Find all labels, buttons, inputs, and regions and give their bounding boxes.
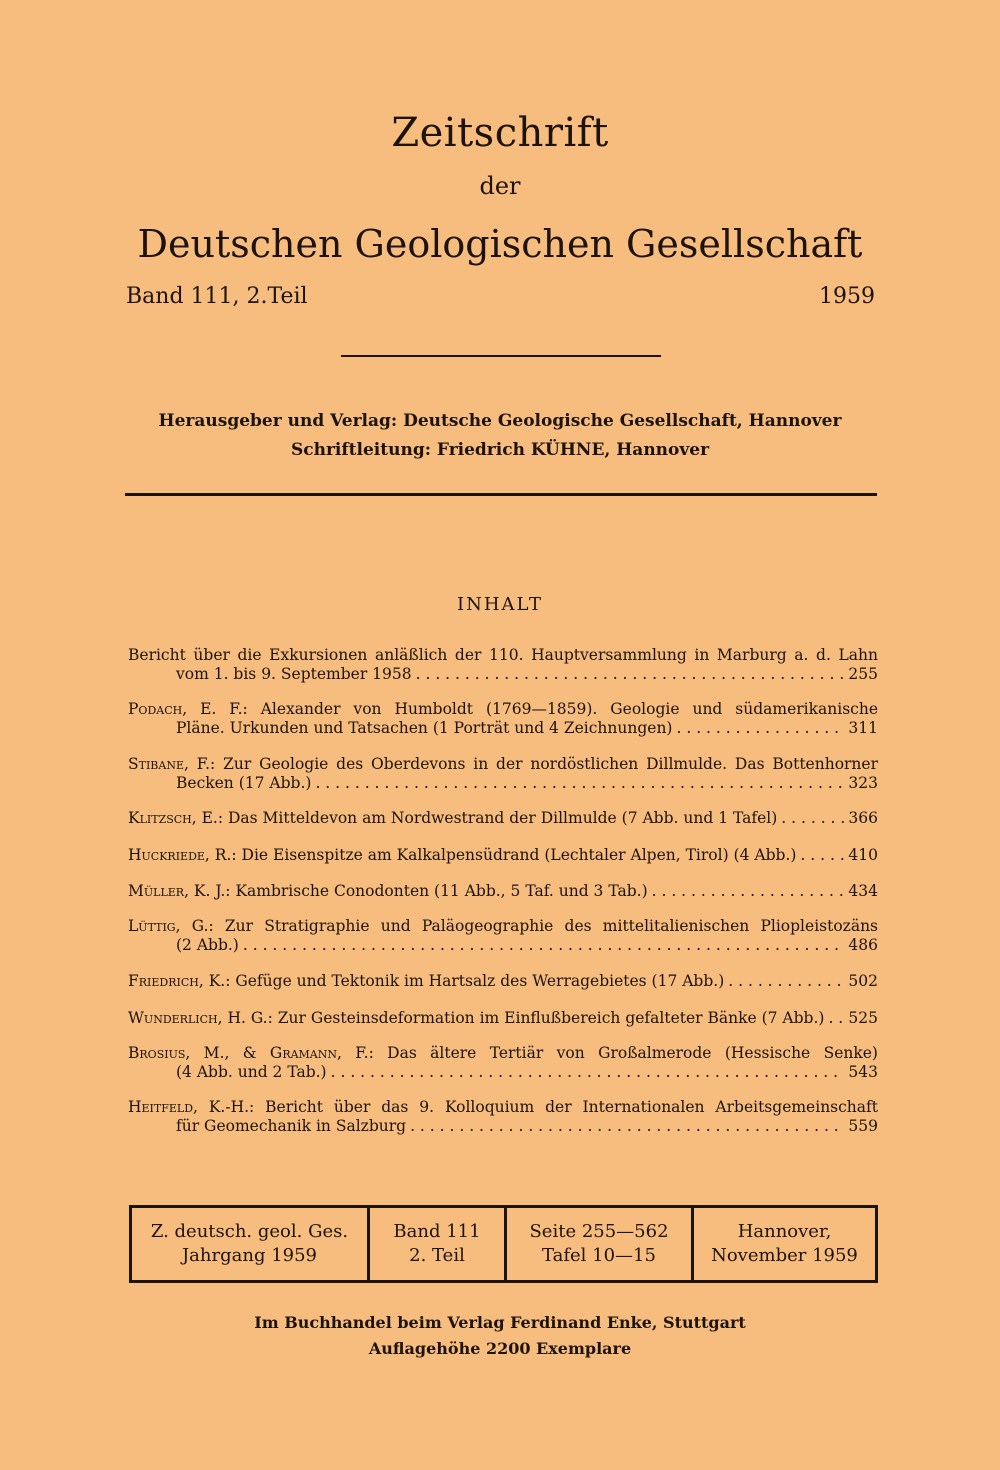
leader-dots	[315, 774, 844, 793]
pages-cell	[507, 1208, 691, 1280]
volume-number: Band 111	[393, 1221, 481, 1242]
leader-dots	[781, 809, 844, 828]
entry-title-cont: vom 1. bis 9. September 1958	[176, 665, 412, 683]
entry-page: 311	[848, 719, 878, 737]
entry-line	[128, 882, 648, 901]
page-range: Seite 255—562	[529, 1221, 669, 1242]
toc-entry	[128, 646, 878, 684]
toc-entry	[128, 1098, 878, 1136]
leader-dots	[676, 719, 844, 738]
entry-author: Wunderlich, H. G.:	[128, 1009, 273, 1027]
entry-author: Lüttig, G.:	[128, 917, 214, 935]
entry-author: Brosius, M., & Gramann, F.:	[128, 1044, 374, 1062]
entry-line	[128, 1009, 824, 1028]
entry-title-cont: für Geomechanik in Salzburg	[176, 1117, 407, 1135]
journal-year: Jahrgang 1959	[181, 1245, 318, 1266]
entry-title: Zur Geologie des Oberdevons in der nordöstlichen Dillmulde. Das Bottenhorner	[215, 755, 878, 773]
place: Hannover,	[737, 1221, 832, 1242]
entry-title: Zur Stratigraphie und Paläogeographie des mittelitalienischen Pliopleistozäns	[213, 917, 878, 935]
entry-author: Friedrich, K.:	[128, 972, 231, 990]
entry-title-cont: (2 Abb.)	[176, 936, 239, 954]
leader-dots	[800, 846, 844, 865]
entry-title-cont: Becken (17 Abb.)	[176, 774, 312, 792]
entry-author: Huckriede, R.:	[128, 846, 237, 864]
toc-entry	[128, 846, 878, 865]
long-divider	[125, 493, 877, 496]
toc-entry	[128, 972, 878, 991]
leader-dots	[331, 1063, 844, 1082]
journal-title: Zeitschrift	[391, 110, 609, 156]
entry-page: 486	[848, 936, 878, 954]
entry-page: 255	[848, 665, 878, 683]
entry-title: Kambrische Conodonten (11 Abb., 5 Taf. und 3 Tab.)	[230, 882, 648, 900]
entry-page: 502	[848, 972, 878, 990]
plate-range: Tafel 10—15	[542, 1245, 656, 1266]
leader-dots	[416, 665, 844, 684]
entry-page: 543	[848, 1063, 878, 1081]
entry-line	[128, 809, 777, 828]
publisher-line: Herausgeber und Verlag: Deutsche Geologische Gesellschaft, Hannover	[158, 411, 842, 431]
entry-author: Heitfeld, K.-H.:	[128, 1098, 255, 1116]
entry-title-cont: Pläne. Urkunden und Tatsachen (1 Porträt und 4 Zeichnungen)	[176, 719, 673, 737]
entry-page: 410	[848, 846, 878, 864]
editor-line: Schriftleitung: Friedrich KÜHNE, Hannover	[290, 440, 710, 460]
volume-label: Band 111, 2.Teil	[126, 284, 308, 309]
short-divider	[341, 355, 661, 357]
leader-dots	[243, 936, 844, 955]
entry-title: Zur Gesteinsdeformation im Einflußbereich gefalteter Bänke (7 Abb.)	[272, 1009, 825, 1027]
journal-abbrev-cell	[132, 1208, 367, 1280]
entry-author: Müller, K. J.:	[128, 882, 231, 900]
entry-title: Die Eisenspitze am Kalkalpensüdrand (Lechtaler Alpen, Tirol) (4 Abb.)	[236, 846, 797, 864]
print-run-line: Auflagehöhe 2200 Exemplare	[368, 1339, 632, 1358]
leader-dots	[652, 882, 844, 901]
toc-entry	[128, 882, 878, 901]
toc-entry	[128, 1009, 878, 1028]
contents-heading: INHALT	[456, 594, 544, 615]
entry-title: Bericht über das 9. Kolloquium der Internationalen Arbeitsgemeinschaft	[254, 1098, 878, 1116]
volume-part: 2. Teil	[409, 1245, 465, 1266]
volume-year: 1959	[819, 284, 875, 309]
place-date-cell	[694, 1208, 875, 1280]
entry-title: Gefüge und Tektonik im Hartsalz des Werragebietes (17 Abb.)	[230, 972, 725, 990]
leader-dots	[410, 1117, 844, 1136]
entry-line	[128, 972, 724, 991]
journal-abbrev: Z. deutsch. geol. Ges.	[150, 1221, 349, 1242]
toc-entry	[128, 809, 878, 828]
journal-connector: der	[479, 172, 521, 200]
leader-dots	[828, 1009, 844, 1028]
entry-author: Podach, E. F.:	[128, 700, 248, 718]
entry-title-cont: (4 Abb. und 2 Tab.)	[176, 1063, 327, 1081]
entry-title: Alexander von Humboldt (1769—1859). Geologie und südamerikanische	[247, 700, 878, 718]
entry-page: 525	[848, 1009, 878, 1027]
entry-title: Das ältere Tertiär von Großalmerode (Hessische Senke)	[373, 1044, 878, 1062]
entry-page: 434	[848, 882, 878, 900]
entry-page: 366	[848, 809, 878, 827]
leader-dots	[728, 972, 844, 991]
entry-line	[128, 846, 796, 865]
society-name: Deutschen Geologischen Gesellschaft	[137, 222, 863, 266]
issue-info-box	[129, 1205, 878, 1283]
entry-page: 559	[848, 1117, 878, 1135]
volume-cell	[370, 1208, 504, 1280]
toc-entry	[128, 700, 878, 738]
toc-entry	[128, 917, 878, 955]
date: November 1959	[711, 1245, 858, 1266]
bookseller-line: Im Buchhandel beim Verlag Ferdinand Enke, Stuttgart	[254, 1313, 746, 1332]
entry-page: 323	[848, 774, 878, 792]
entry-title: Bericht über die Exkursionen anläßlich der 110. Hauptversammlung in Marburg a. d. Lahn	[128, 646, 878, 664]
entry-title: Das Mitteldevon am Nordwestrand der Dillmulde (7 Abb. und 1 Tafel)	[223, 809, 778, 827]
toc-entry	[128, 755, 878, 793]
entry-author: Klitzsch, E.:	[128, 809, 224, 827]
entry-author: Stibane, F.:	[128, 755, 216, 773]
toc-entry	[128, 1044, 878, 1082]
